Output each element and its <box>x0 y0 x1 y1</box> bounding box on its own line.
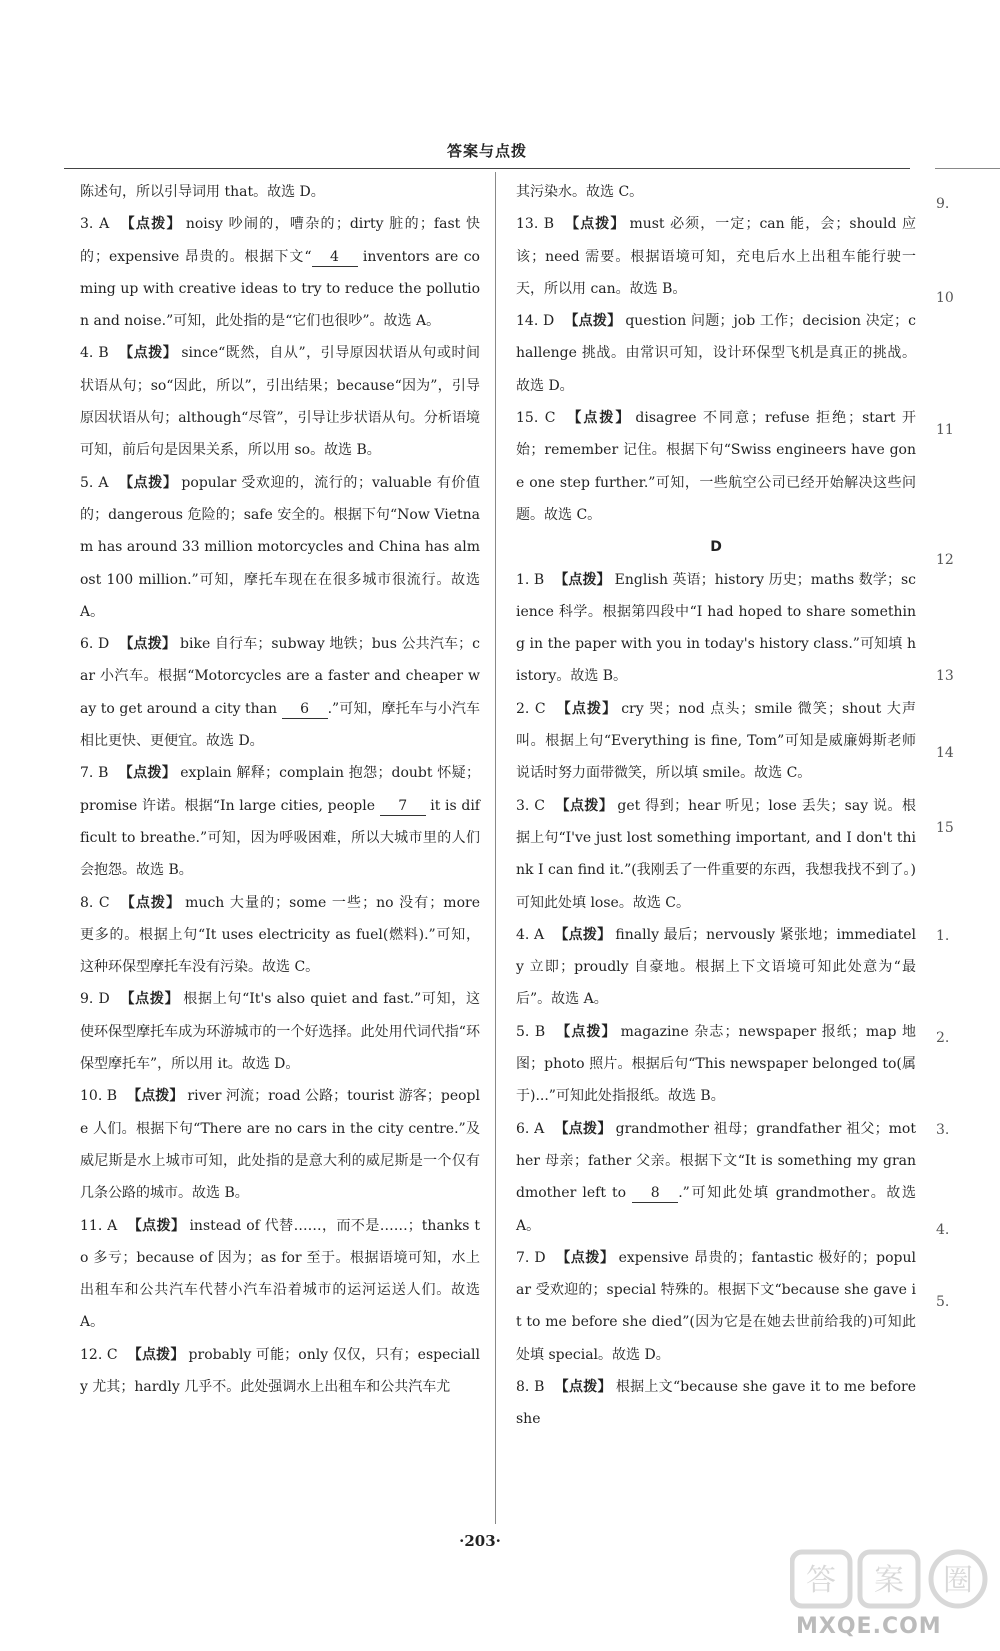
answer-item <box>80 983 480 1080</box>
explanation-text: 根据上文“because she gave it to me before she <box>516 1378 917 1428</box>
edge-fragment: 14 <box>936 745 954 761</box>
right-column <box>516 176 916 1436</box>
answer-item <box>80 1210 480 1339</box>
answer-item <box>516 564 916 693</box>
explanation-tag: 【点拨】 <box>555 1249 615 1266</box>
explanation-tag: 【点拨】 <box>118 765 177 782</box>
answer-number: 6. A <box>516 1120 545 1137</box>
answer-number: 5. A <box>80 474 109 491</box>
answer-number: 7. B <box>80 765 109 782</box>
answer-item <box>516 305 916 402</box>
blank-number: 4 <box>312 248 358 267</box>
blank-number: 7 <box>380 797 426 816</box>
answer-item <box>80 208 480 337</box>
explanation-tag: 【点拨】 <box>564 313 622 330</box>
answer-number: 8. C <box>80 894 110 911</box>
explanation-text: much 大量的；some 一些；no 没有；more 更多的。根据上句“It uses electricity as fuel(燃料).”可知，这种环保型摩托车没有污染。故选 C。 <box>80 894 480 976</box>
edge-fragment: 1. <box>936 928 950 944</box>
answer-number: 2. C <box>516 700 546 717</box>
section-heading: D <box>710 539 722 556</box>
edge-fragment: 2. <box>936 1030 950 1046</box>
explanation-text: bike 自行车；subway 地铁；bus 公共汽车；car 小汽车。根据“Motorcycles are a faster and cheaper way to get around a city than <box>80 636 481 717</box>
answer-number: 5. B <box>516 1023 546 1040</box>
running-header: 答案与点拨 <box>446 142 527 160</box>
explanation-text: grandmother 祖母；grandfather 祖父；mother 母亲；father 父亲。根据下文“It is something my grandmother left to <box>516 1120 916 1202</box>
answer-item <box>516 1113 916 1242</box>
answer-number: 6. D <box>80 636 110 653</box>
explanation-text: question 问题；job 工作；decision 决定；challenge 挑战。由常识可知，设计环保型飞机是真正的挑战。故选 D。 <box>516 313 916 394</box>
answer-item <box>80 337 480 466</box>
edge-fragment: 3. <box>936 1122 950 1138</box>
answer-number: 13. B <box>516 216 555 233</box>
explanation-text: popular 受欢迎的，流行的；valuable 有价值的；dangerous 危险的；safe 安全的。根据下句“Now Vietnam has around 33 million motorcycles and China has almost 100 million.”可知，摩托车现在在很多城市很流行。故选 A。 <box>80 474 481 620</box>
explanation-tag: 【点拨】 <box>565 410 632 427</box>
explanation-text: magazine 杂志；newspaper 报纸；map 地图；photo 照片。根据后句“This newspaper belonged to(属于)...”可知此处指报纸。故选 B。 <box>516 1023 916 1105</box>
explanation-text: 其污染水。故选 C。 <box>516 184 644 200</box>
answer-number: 1. B <box>516 571 545 588</box>
left-column <box>80 176 480 1403</box>
answer-item <box>80 1080 480 1209</box>
answer-item <box>516 176 916 208</box>
answer-number: 11. A <box>80 1217 118 1234</box>
column-divider <box>495 172 496 1524</box>
watermark-logo-char-3: 圈 <box>943 1563 973 1598</box>
explanation-tag: 【点拨】 <box>127 1217 186 1234</box>
answer-number: 7. D <box>516 1249 546 1266</box>
answer-number: 3. A <box>80 216 110 233</box>
explanation-text: inventors are coming up with creative ideas to try to reduce the pollution and noise.”可知，此处指的是“它们也很吵”。故选 A。 <box>80 248 480 330</box>
explanation-text: instead of 代替……，而不是……；thanks to 多亏；because of 因为；as for 至于。根据语境可知，水上出租车和公共汽车代替小汽车沿着城市的运河运送人们。故选 A。 <box>80 1217 480 1331</box>
explanation-tag: 【点拨】 <box>118 474 178 491</box>
explanation-text: expensive 昂贵的；fantastic 极好的；popular 受欢迎的；special 特殊的。根据下文“because she gave it to me before she died”(因为它是在她去世前给我的)可知此处填 special。故选 D。 <box>516 1249 916 1363</box>
answer-number: 10. B <box>80 1088 118 1105</box>
explanation-text: finally 最后；nervously 紧张地；immediately 立即；proudly 自豪地。根据上下文语境可知此处意为“最后”。故选 A。 <box>516 926 917 1008</box>
explanation-tag: 【点拨】 <box>564 216 626 233</box>
answer-item <box>516 919 916 1016</box>
watermark-logo-char-1: 答 <box>806 1563 836 1598</box>
explanation-tag: 【点拨】 <box>554 571 611 588</box>
explanation-tag: 【点拨】 <box>555 797 614 814</box>
edge-fragment: 9. <box>936 196 950 212</box>
answer-number: 4. B <box>80 345 109 362</box>
explanation-text: since“既然，自从”，引导原因状语从句或时间状语从句；so“因此，所以”，引出结果；because“因为”，引导原因状语从句；although“尽管”，引导让步状语从句。分析语境可知，前后句是因果关系，所以用 so。故选 B。 <box>80 345 481 459</box>
explanation-tag: 【点拨】 <box>127 1346 185 1363</box>
explanation-tag: 【点拨】 <box>555 1023 617 1040</box>
watermark-text: MXQE.COM <box>796 1614 942 1639</box>
explanation-tag: 【点拨】 <box>127 1088 184 1105</box>
explanation-tag: 【点拨】 <box>119 894 182 911</box>
explanation-text: 根据上句“It's also quiet and fast.”可知，这使环保型摩托车成为环游城市的一个好选择。此处用代词代指“环保型摩托车”，所以用 it。故选 D。 <box>80 991 480 1073</box>
explanation-tag: 【点拨】 <box>118 345 178 362</box>
explanation-text: .”可知此处填 grandmother。故选 A。 <box>516 1185 916 1234</box>
explanation-tag: 【点拨】 <box>554 926 612 943</box>
answer-number: 15. C <box>516 410 556 427</box>
answer-item <box>516 1371 916 1436</box>
explanation-text: get 得到；hear 听见；lose 丢失；say 说。根据上句“I've just lost something important, and I don't think I can find it.”(我刚丢了一件重要的东西，我想我找不到了。)可知此处填 lose。故选 C。 <box>516 797 916 911</box>
explanation-tag: 【点拨】 <box>119 216 182 233</box>
edge-fragment: 11 <box>936 422 954 438</box>
answer-item <box>80 1339 480 1404</box>
explanation-tag: 【点拨】 <box>119 636 177 653</box>
edge-fragment: 5. <box>936 1294 950 1310</box>
explanation-tag: 【点拨】 <box>555 700 618 717</box>
answer-number: 14. D <box>516 313 555 330</box>
explanation-text: must 必须，一定；can 能，会；should 应该；need 需要。根据语境可知，充电后水上出租车能行驶一天，所以用 can。故选 B。 <box>516 216 916 297</box>
edge-fragment: 13 <box>936 668 954 684</box>
answer-item <box>80 628 480 757</box>
watermark-logo <box>790 1548 990 1610</box>
answer-number: 4. A <box>516 926 545 943</box>
explanation-text: disagree 不同意；refuse 拒绝；start 开始；remember 记住。根据下句“Swiss engineers have gone one step further.”可知，一些航空公司已经开始解决这些问题。故选 C。 <box>516 410 916 523</box>
header-rule <box>64 168 910 169</box>
explanation-text: river 河流；road 公路；tourist 游客；people 人们。根据下句“There are no cars in the city centre.”及威尼斯是水上城市可知，此处指的是意大利的威尼斯是一个仅有几条公路的城市。故选 B。 <box>80 1088 480 1202</box>
explanation-text: .”可知，摩托车与小汽车相比更快、更便宜。故选 D。 <box>80 700 480 750</box>
explanation-text: explain 解释；complain 抱怨；doubt 怀疑；promise 许诺。根据“In large cities, people <box>80 765 480 814</box>
watermark-logo-char-2: 案 <box>874 1563 904 1598</box>
edge-fragment: 12 <box>936 552 954 568</box>
edge-fragment: 10 <box>936 290 954 306</box>
explanation-text: noisy 吵闹的，嘈杂的；dirty 脏的；fast 快的；expensive 昂贵的。根据下文“ <box>80 216 481 265</box>
answer-item <box>80 757 480 886</box>
blank-number: 8 <box>632 1184 678 1203</box>
answer-item <box>516 1016 916 1113</box>
answer-number: 9. D <box>80 991 110 1008</box>
edge-fragment: 4. <box>936 1222 950 1238</box>
answer-item <box>80 467 480 628</box>
explanation-text: cry 哭；nod 点头；smile 微笑；shout 大声叫。根据上句“Everything is fine, Tom”可知是威廉姆斯老师说话时努力面带微笑，所以填 smile。故选 C。 <box>516 700 916 782</box>
answer-item <box>516 208 916 305</box>
answer-number: 12. C <box>80 1346 118 1363</box>
explanation-text: it is difficult to breathe.”可知，因为呼吸困难，所以大城市里的人们会抱怨。故选 B。 <box>80 797 480 879</box>
answer-item <box>516 402 916 531</box>
blank-number: 6 <box>282 700 328 719</box>
answer-item <box>516 693 916 790</box>
watermark <box>790 1548 996 1648</box>
answer-number: 3. C <box>516 797 545 814</box>
explanation-text: 陈述句，所以引导词用 that。故选 D。 <box>80 184 325 200</box>
explanation-text: probably 可能；only 仅仅，只有；especially 尤其；hardly 几乎不。此处强调水上出租车和公共汽车尤 <box>80 1346 481 1395</box>
explanation-tag: 【点拨】 <box>554 1378 612 1395</box>
answer-item <box>516 1242 916 1371</box>
explanation-tag: 【点拨】 <box>554 1120 612 1137</box>
explanation-tag: 【点拨】 <box>119 991 180 1008</box>
page-number: ·203· <box>459 1532 501 1550</box>
explanation-text: English 英语；history 历史；maths 数学；science 科学。根据第四段中“I had hoped to share something in the paper with you in today's history class.”可知填 history。故选 B。 <box>516 571 916 685</box>
edge-fragment: 15 <box>936 820 954 836</box>
answer-item <box>516 790 916 919</box>
header-rule-adjacent-page <box>935 168 1000 169</box>
answer-number: 8. B <box>516 1378 545 1395</box>
answer-item <box>80 176 480 208</box>
answer-item <box>80 887 480 984</box>
